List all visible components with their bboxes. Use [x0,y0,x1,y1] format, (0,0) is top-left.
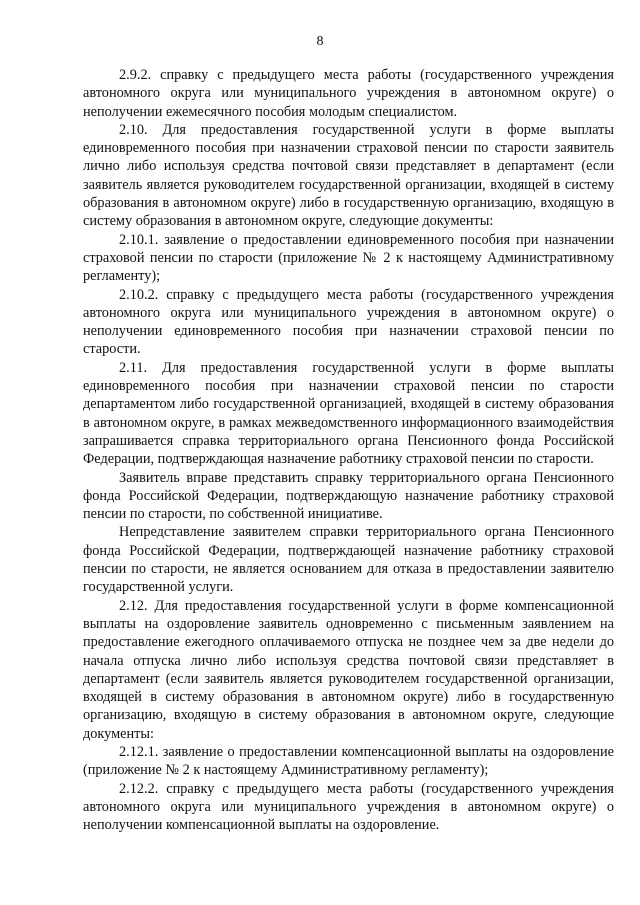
paragraph-2-12-2: 2.12.2. справку с предыдущего места работы (государственного учреждения автономного округа или муниципального учреждения в автономном округе) о неполучении компенсационной выплаты на оздоровление. [83,780,614,834]
paragraph-2-10-2: 2.10.2. справку с предыдущего места работы (государственного учреждения автономного округа или муниципального учреждения в автономном округе) о неполучении единовременного пособия при назначении страховой пенсии по старости. [83,286,614,358]
document-body [83,66,614,834]
paragraph-2-10: 2.10. Для предоставления государственной услуги в форме выплаты единовременного пособия при назначении страховой пенсии по старости заявитель лично либо используя средства почтовой связи представляет в департамент (если заявитель является руководителем государственной организации, входящей в систему образования в автономном округе) либо в государственную организацию, входящую в систему образования в автономном округе, следующие документы: [83,121,614,230]
paragraph-2-11: 2.11. Для предоставления государственной услуги в форме выплаты единовременного пособия при назначении страховой пенсии по старости департаментом либо государственной организацией, входящей в систему образования в автономном округе, в рамках межведомственного информационного взаимодействия запрашивается справка территориального органа Пенсионного фонда Российской Федерации, подтверждающая назначение работнику страховой пенсии по старости. [83,359,614,468]
paragraph-applicant-right: Заявитель вправе представить справку территориального органа Пенсионного фонда Российской Федерации, подтверждающую назначение работнику страховой пенсии по старости, по собственной инициативе. [83,469,614,523]
paragraph-2-9-2: 2.9.2. справку с предыдущего места работы (государственного учреждения автономного округа или муниципального учреждения в автономном округе) о неполучении ежемесячного пособия молодым специалистом. [83,67,614,120]
paragraph-2-10-1: 2.10.1. заявление о предоставлении единовременного пособия при назначении страховой пенсии по старости (приложение № 2 к настоящему Административному регламенту); [83,231,614,285]
paragraph-2-12-1: 2.12.1. заявление о предоставлении компенсационной выплаты на оздоровление (приложение № 2 к настоящему Административному регламенту); [83,743,614,779]
page-number: 8 [316,34,324,49]
paragraph-2-12: 2.12. Для предоставления государственной услуги в форме компенсационной выплаты на оздоровление заявитель одновременно с письменным заявлением на предоставление ежегодного оплачиваемого отпуска не позднее чем за две недели до начала отпуска лично либо используя средства почтовой связи представляет в департамент (если заявитель является руководителем государственной организации, входящей в систему образования в автономном округе) либо в государственную организацию, входящую в систему образования в автономном округе, следующие документы: [83,597,614,742]
paragraph-non-submission: Непредставление заявителем справки территориального органа Пенсионного фонда Российской Федерации, подтверждающей назначение работнику страховой пенсии по старости, не является основанием для отказа в предоставлении заявителю государственной услуги. [83,524,614,596]
